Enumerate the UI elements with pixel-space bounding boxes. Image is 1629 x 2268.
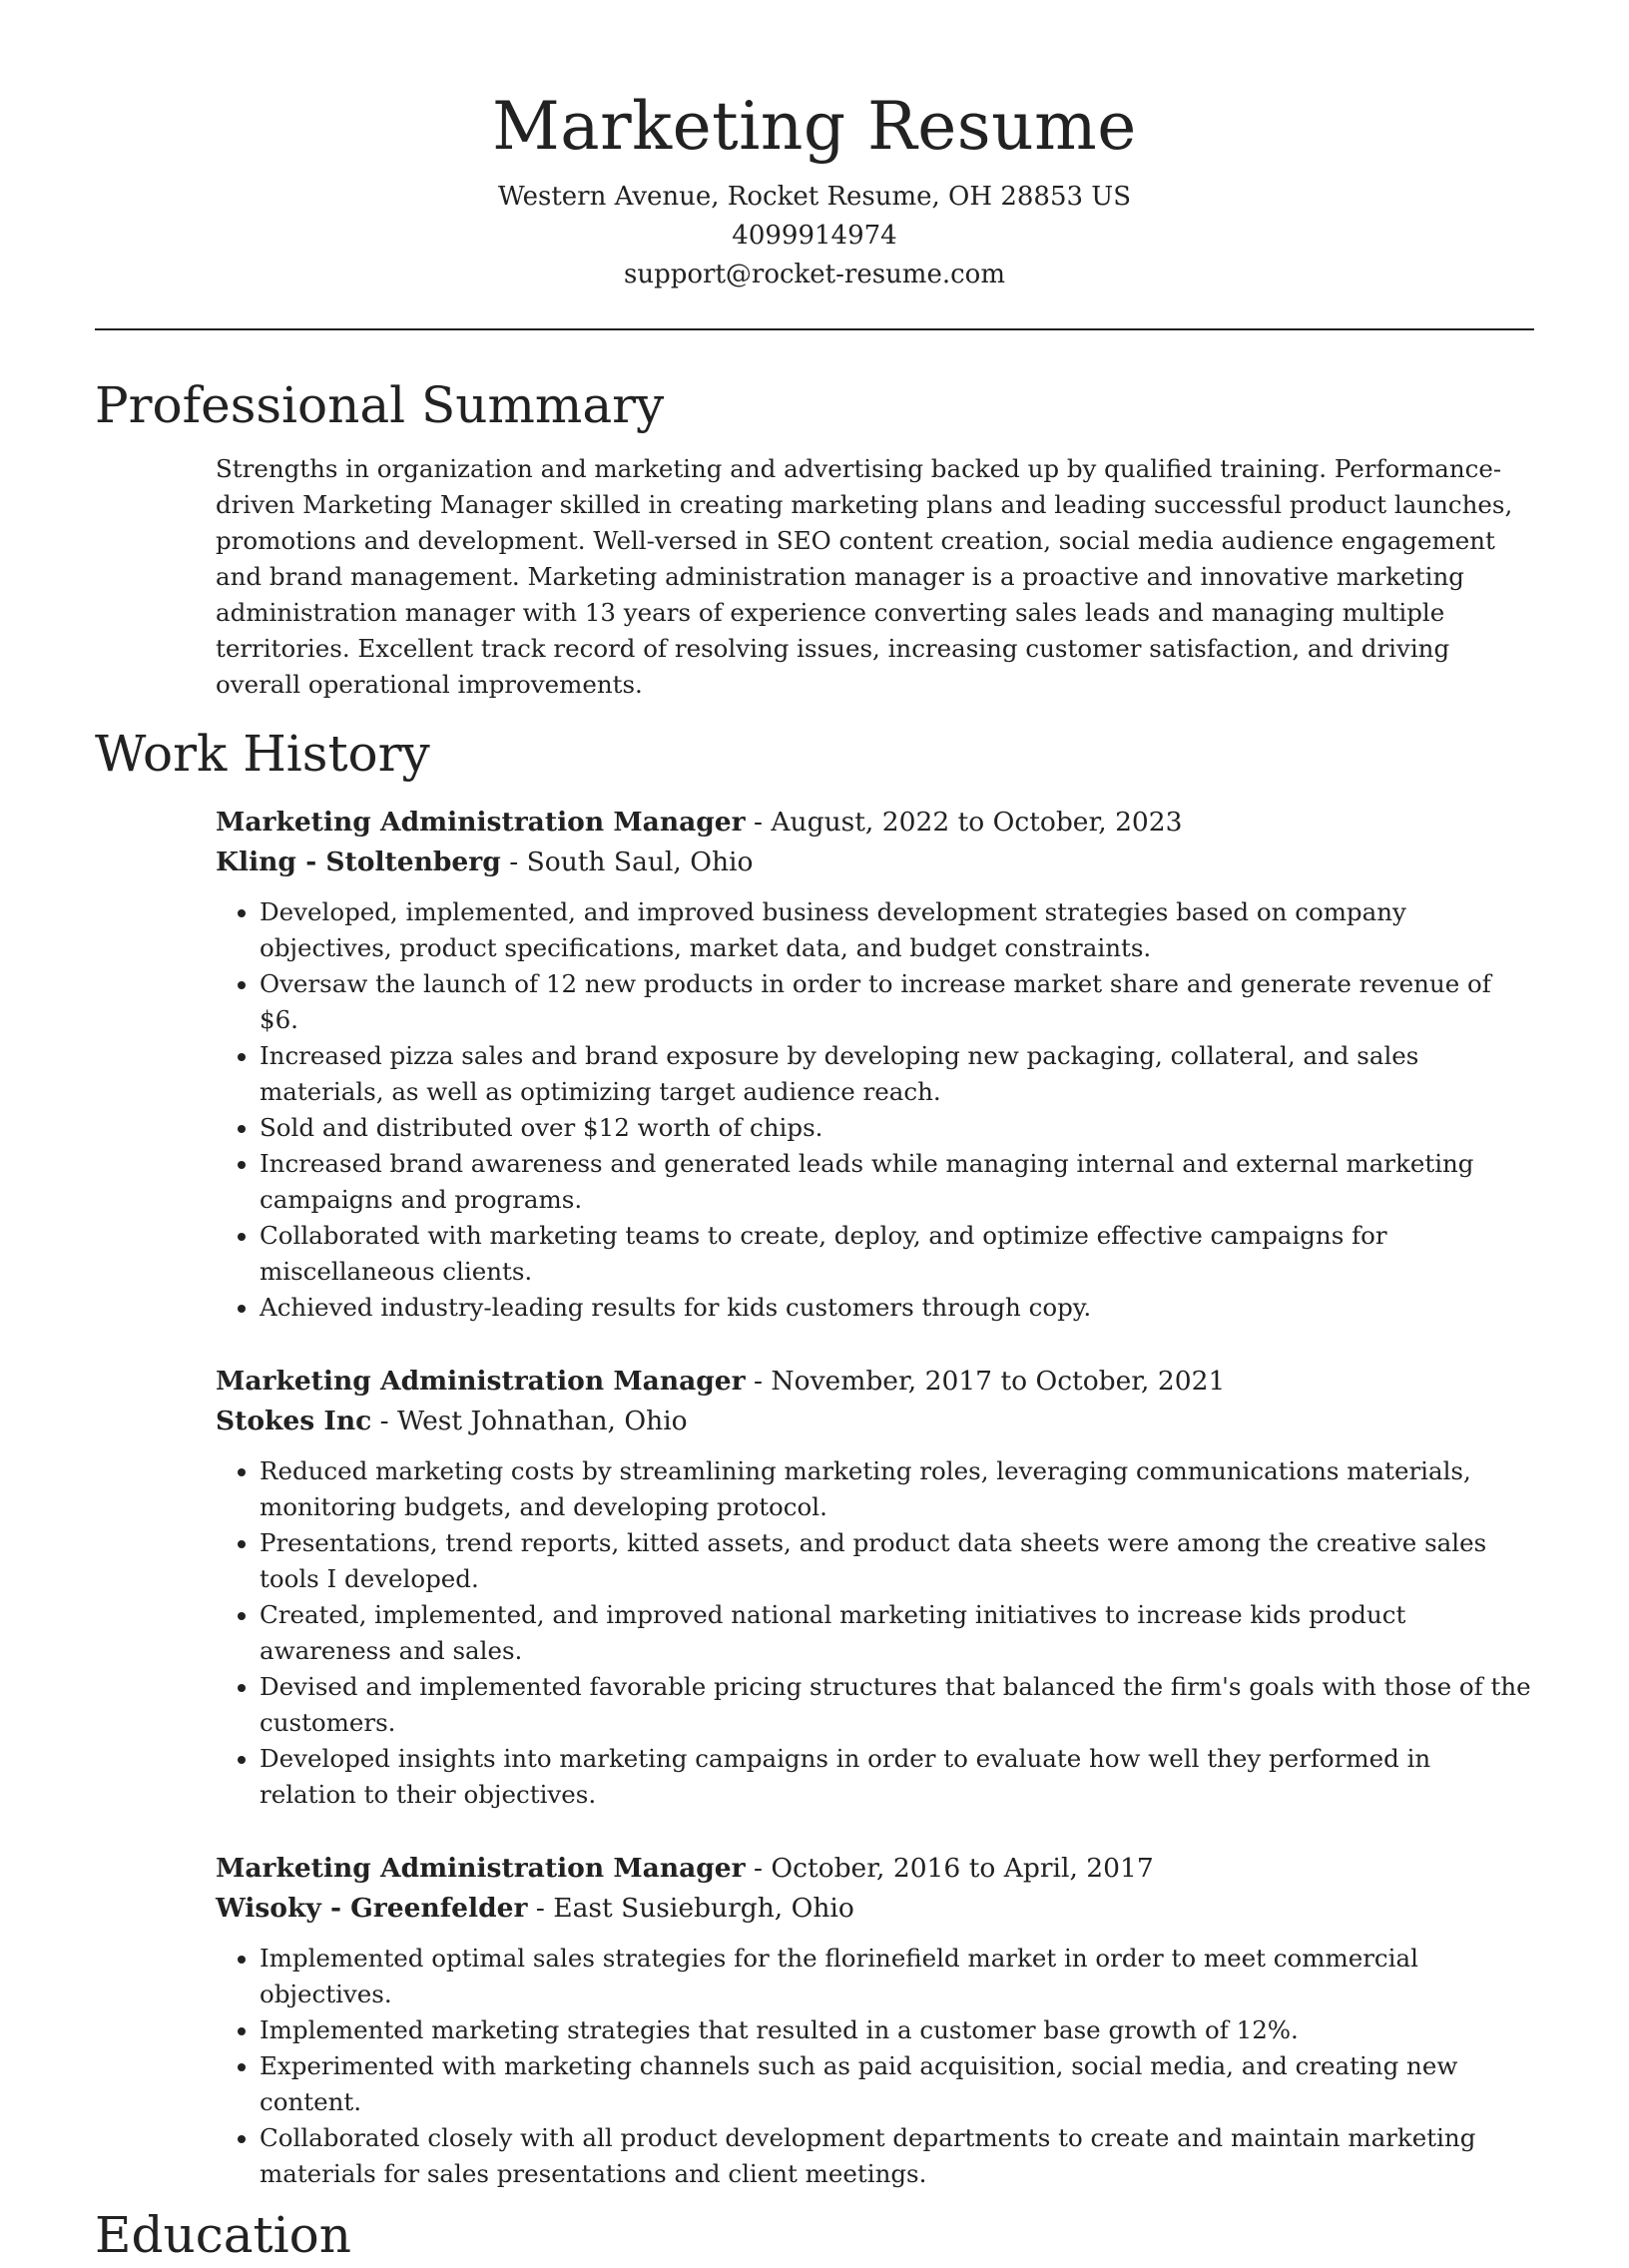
job-location: East Susieburgh, Ohio bbox=[553, 1893, 854, 1924]
job-role: Marketing Administration Manager bbox=[216, 1853, 746, 1884]
job-company: Kling - Stoltenberg bbox=[216, 847, 501, 877]
job-bullet: • Presentations, trend reports, kitted assets, and product data sheets were among the creative sales tools I developed. bbox=[260, 1525, 1534, 1597]
job-entry bbox=[216, 1849, 1534, 2192]
job-header: Marketing Administration Manager - August, 2022 to October, 2023 bbox=[216, 807, 1183, 838]
job-bullets bbox=[216, 894, 1534, 1326]
email: support@rocket-resume.com bbox=[623, 260, 1005, 289]
job-role: Marketing Administration Manager bbox=[216, 807, 746, 838]
job-bullet: • Achieved industry-leading results for kids customers through copy. bbox=[260, 1290, 1534, 1326]
job-bullets bbox=[216, 1941, 1534, 2192]
job-entry bbox=[216, 803, 1534, 1326]
job-bullet: • Developed, implemented, and improved business development strategies based on company objectives, product specifications, market data, and budget constraints. bbox=[260, 894, 1534, 966]
summary-text: Strengths in organization and marketing and advertising backed up by qualified training. Performance-driven Marketing Manager skilled in creating marketing plans and leading successful product launches, promotions and development. Well-versed in SEO content creation, social media audience engagement and brand management. Marketing administration manager is a proactive and innovative marketing administration manager with 13 years of experience converting sales leads and managing multiple territories. Excellent track record of resolving issues, increasing customer satisfaction, and driving overall operational improvements. bbox=[216, 454, 1513, 699]
education-heading: Education bbox=[95, 2206, 351, 2264]
job-bullet: • Oversaw the launch of 12 new products in order to increase market share and generate revenue of $6. bbox=[260, 966, 1534, 1038]
job-header: Marketing Administration Manager - October, 2016 to April, 2017 bbox=[216, 1853, 1154, 1884]
job-company-line: Wisoky - Greenfelder - East Susieburgh, Ohio bbox=[216, 1893, 854, 1924]
header-divider bbox=[95, 328, 1534, 330]
job-bullet: • Implemented marketing strategies that resulted in a customer base growth of 12%. bbox=[260, 2012, 1534, 2048]
job-role: Marketing Administration Manager bbox=[216, 1366, 746, 1397]
job-bullet: • Devised and implemented favorable pricing structures that balanced the firm's goals with those of the customers. bbox=[260, 1669, 1534, 1741]
job-bullet: • Increased pizza sales and brand exposure by developing new packaging, collateral, and sales materials, as well as optimizing target audience reach. bbox=[260, 1038, 1534, 1110]
job-dates: August, 2022 to October, 2023 bbox=[771, 807, 1183, 838]
phone: 4099914974 bbox=[732, 221, 897, 251]
job-bullet: • Implemented optimal sales strategies for the florinefield market in order to meet commercial objectives. bbox=[260, 1941, 1534, 2012]
job-location: West Johnathan, Ohio bbox=[397, 1406, 688, 1436]
resume-page bbox=[95, 0, 1534, 2268]
job-company: Wisoky - Greenfelder bbox=[216, 1893, 528, 1924]
work-history-heading: Work History bbox=[95, 725, 430, 783]
resume-header bbox=[95, 0, 1534, 294]
job-dates: October, 2016 to April, 2017 bbox=[771, 1853, 1154, 1884]
job-entry bbox=[216, 1362, 1534, 1813]
contact-info bbox=[95, 178, 1534, 294]
job-bullet: • Collaborated closely with all product development departments to create and maintain marketing materials for sales presentations and client meetings. bbox=[260, 2120, 1534, 2192]
job-bullet: • Increased brand awareness and generated leads while managing internal and external marketing campaigns and programs. bbox=[260, 1146, 1534, 1218]
job-company-line: Stokes Inc - West Johnathan, Ohio bbox=[216, 1406, 688, 1436]
job-company: Stokes Inc bbox=[216, 1406, 372, 1436]
summary-heading: Professional Summary bbox=[95, 376, 665, 434]
job-bullet: • Collaborated with marketing teams to create, deploy, and optimize effective campaigns for miscellaneous clients. bbox=[260, 1218, 1534, 1290]
job-bullet: • Reduced marketing costs by streamlining marketing roles, leveraging communications materials, monitoring budgets, and developing protocol. bbox=[260, 1453, 1534, 1525]
job-bullet: • Created, implemented, and improved national marketing initiatives to increase kids product awareness and sales. bbox=[260, 1597, 1534, 1669]
job-dates: November, 2017 to October, 2021 bbox=[771, 1366, 1226, 1397]
job-location: South Saul, Ohio bbox=[526, 847, 754, 877]
job-header: Marketing Administration Manager - November, 2017 to October, 2021 bbox=[216, 1366, 1226, 1397]
resume-title: Marketing Resume bbox=[492, 88, 1137, 165]
job-bullets bbox=[216, 1453, 1534, 1813]
job-bullet: • Developed insights into marketing campaigns in order to evaluate how well they performed in relation to their objectives. bbox=[260, 1741, 1534, 1813]
job-bullet: • Experimented with marketing channels such as paid acquisition, social media, and creating new content. bbox=[260, 2048, 1534, 2120]
job-bullet: • Sold and distributed over $12 worth of chips. bbox=[260, 1110, 1534, 1146]
address: Western Avenue, Rocket Resume, OH 28853 US bbox=[497, 182, 1132, 212]
job-company-line: Kling - Stoltenberg - South Saul, Ohio bbox=[216, 847, 754, 877]
